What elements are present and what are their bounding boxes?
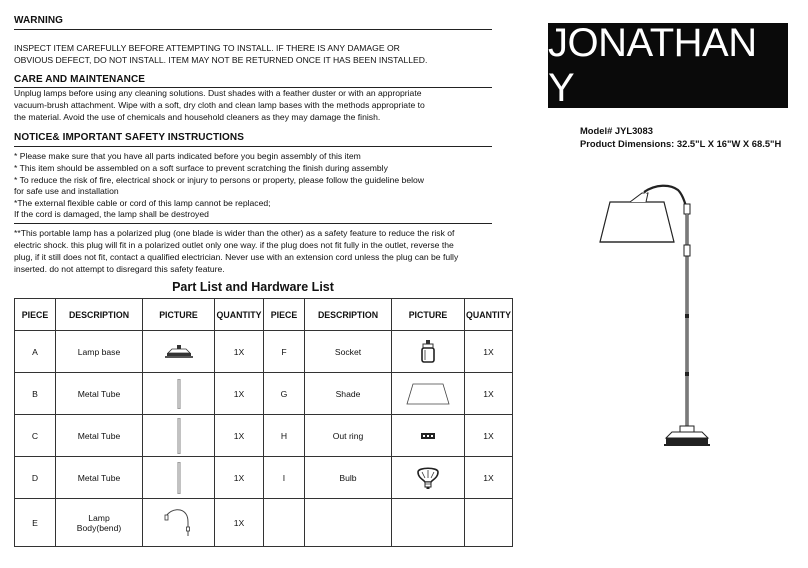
piece-picture [143,373,215,415]
piece-letter: G [264,373,305,415]
piece-description: Metal Tube [56,457,143,499]
notice-line-2: * This item should be assembled on a soft surface to prevent scratching the finish during assembly [14,163,388,173]
piece-quantity: 1X [215,415,264,457]
warning-line-2: OBVIOUS DEFECT, DO NOT INSTALL. ITEM MAY NOT BE RETURNED ONCE IT HAS BEEN INSTALLED. [14,55,428,65]
parts-list-title: Part List and Hardware List [172,280,334,294]
column-header: QUANTITY [215,299,264,331]
piece-quantity: 1X [215,331,264,373]
metal-tube-icon [176,418,182,454]
notice-line-5: *The external flexible cable or cord of this lamp cannot be replaced; [14,198,271,208]
piece-description-line: Body(bend) [76,522,122,533]
table-row [15,331,513,373]
piece-picture [392,499,465,547]
piece-description: Bulb [305,457,392,499]
piece-quantity: 1X [465,373,513,415]
piece-quantity: 1X [465,331,513,373]
piece-letter: C [15,415,56,457]
piece-picture [392,457,465,499]
piece-picture [392,331,465,373]
piece-picture [143,457,215,499]
table-row [15,415,513,457]
piece-description: Out ring [305,415,392,457]
column-header: QUANTITY [465,299,513,331]
piece-picture [392,373,465,415]
piece-quantity: 1X [465,457,513,499]
notice-line-4: for safe use and installation [14,186,119,196]
notice-line-1: * Please make sure that you have all parts indicated before you begin assembly of this item [14,151,361,161]
notice-line-3: * To reduce the risk of fire, electrical shock or injury to persons or property, please follow the guideline below [14,175,425,185]
piece-picture [143,415,215,457]
table-row [15,457,513,499]
notice-heading: NOTICE& IMPORTANT SAFETY INSTRUCTIONS [14,132,244,143]
piece-description: Metal Tube [56,415,143,457]
care-line-2: vacuum-brush attachment. Wipe with a soft, dry cloth and clean lamp bases with the methods appropriate to [14,100,425,110]
divider [14,146,492,147]
out-ring-icon [420,432,436,440]
metal-tube-icon [176,462,182,494]
notice-line-6: If the cord is damaged, the lamp shall be destroyed [14,209,209,219]
piece-description: Metal Tube [56,373,143,415]
piece-letter: B [15,373,56,415]
piece-quantity: 1X [215,373,264,415]
piece-quantity: 1X [465,415,513,457]
product-dimensions: Product Dimensions: 32.5"L X 16"W X 68.5"H [580,138,782,149]
warning-line-1: INSPECT ITEM CAREFULLY BEFORE ATTEMPTING TO INSTALL. IF THERE IS ANY DAMAGE OR [14,43,400,53]
piece-letter: F [264,331,305,373]
piece-description-line: Lamp [88,512,110,523]
table-row [15,499,513,547]
plug-line-4: inserted. do not attempt to disregard this safety feature. [14,264,225,274]
care-line-1: Unplug lamps before using any cleaning solutions. Dust shades with a feather duster or with an appropriate [14,88,422,98]
column-header: PICTURE [392,299,465,331]
piece-letter: A [15,331,56,373]
model-number: Model# JYL3083 [580,125,653,136]
lamp-body-bend-icon [164,508,194,538]
plug-line-1: **This portable lamp has a polarized plug (one blade is wider than the other) as a safety feature to reduce the risk of [14,228,455,238]
bulb-icon [416,466,440,490]
column-header: DESCRIPTION [305,299,392,331]
logo-text: JONATHAN Y [548,20,757,110]
piece-quantity: 1X [215,457,264,499]
piece-picture [143,499,215,547]
care-heading: CARE AND MAINTENANCE [14,74,146,85]
divider [14,29,492,30]
piece-letter: D [15,457,56,499]
piece-picture [143,331,215,373]
piece-picture [392,415,465,457]
care-line-3: the material. Avoid the use of chemicals and household cleaners as they may damage the finish. [14,112,381,122]
warning-heading: WARNING [14,15,64,26]
column-header: PIECE [15,299,56,331]
metal-tube-icon [176,379,182,409]
plug-line-2: electric shock. this plug will fit in a polarized outlet only one way. if the plug does not fit fully in the outlet, reverse the [14,240,454,250]
piece-description: Lamp base [56,331,143,373]
brand-logo [548,20,788,110]
lamp-base-icon [164,345,194,359]
piece-description: Socket [305,331,392,373]
piece-quantity: 1X [215,499,264,547]
piece-letter: E [15,499,56,547]
column-header: PICTURE [143,299,215,331]
piece-letter: H [264,415,305,457]
parts-table [14,298,513,547]
piece-letter [264,499,305,547]
column-header: DESCRIPTION [56,299,143,331]
piece-description [56,499,143,547]
socket-icon [420,340,436,364]
piece-description: Shade [305,373,392,415]
piece-quantity [465,499,513,547]
table-header-row [15,299,513,331]
column-header: PIECE [264,299,305,331]
table-row [15,373,513,415]
piece-letter: I [264,457,305,499]
piece-description [305,499,392,547]
divider [14,223,492,224]
floor-lamp-illustration [590,176,730,448]
shade-icon [405,382,451,406]
plug-line-3: plug, if it still does not fit, contact a qualified electrician. Never use with an extension cord unless the plug can be fully [14,252,459,262]
